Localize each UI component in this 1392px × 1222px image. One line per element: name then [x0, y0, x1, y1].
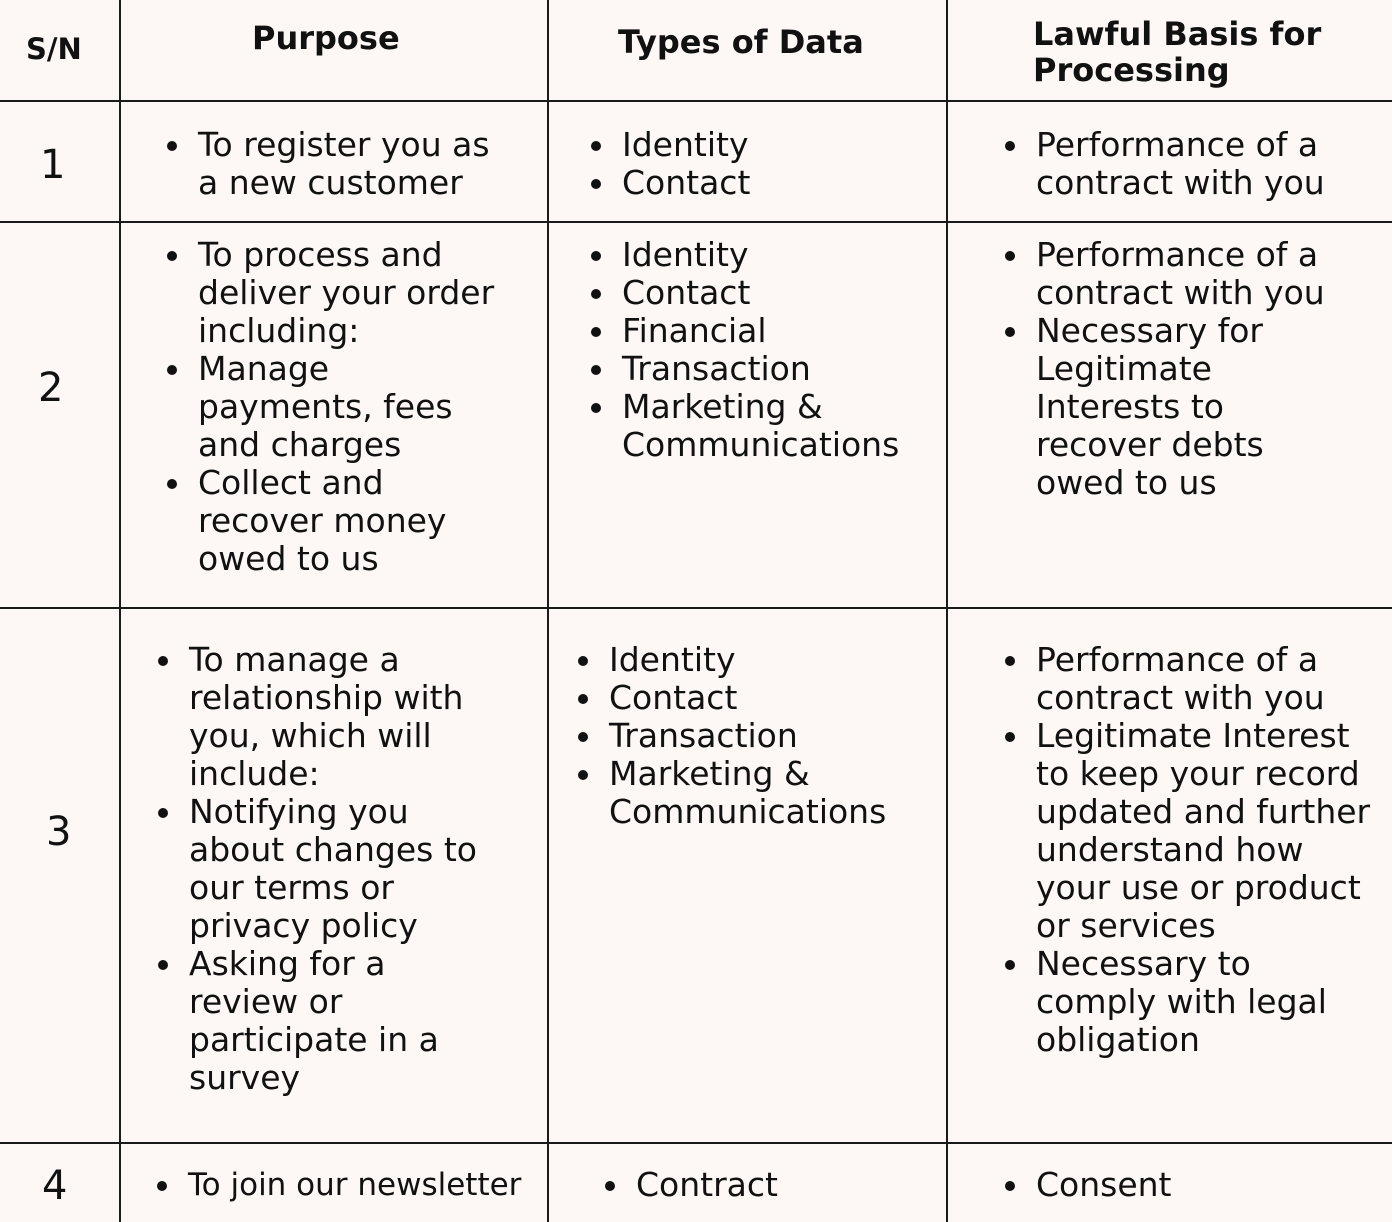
list-item: Identity	[609, 641, 886, 679]
row-4-sn-value: 4	[42, 1163, 68, 1209]
list-item: Contact	[622, 163, 751, 202]
text-line: your use or product	[1036, 868, 1361, 907]
header-sn	[26, 30, 82, 67]
text-line: Communications	[622, 425, 900, 464]
text-line: participate in a	[189, 1020, 439, 1059]
text-line: Necessary to	[1036, 944, 1251, 983]
text-line: our terms or	[189, 868, 394, 907]
text-line: include:	[189, 754, 320, 793]
header-purpose-label: Purpose	[252, 19, 400, 57]
list-item: Contact	[622, 274, 899, 312]
list-item: Financial	[622, 312, 899, 350]
row-divider-2	[0, 607, 1392, 609]
row-1-types	[584, 126, 750, 202]
list-item	[198, 126, 490, 202]
list-item	[609, 755, 886, 831]
list-item	[198, 236, 494, 350]
text-line: To process and	[198, 235, 443, 274]
text-line: a new customer	[198, 163, 463, 202]
list-item	[1036, 126, 1325, 202]
col-divider-3	[946, 0, 948, 1222]
text-line: obligation	[1036, 1020, 1200, 1059]
text-line: To manage a	[189, 640, 400, 679]
text-line: Performance of a	[1036, 235, 1319, 274]
row-4-purpose	[150, 1166, 521, 1204]
text-line: Marketing &	[622, 387, 823, 426]
header-types-of-data	[618, 24, 864, 60]
header-lawful-basis	[1033, 16, 1321, 88]
row-2-types	[584, 236, 899, 464]
row-4-purpose-list	[150, 1166, 521, 1204]
list-item	[189, 793, 477, 945]
row-3-basis	[998, 641, 1370, 1059]
row-4-basis-list	[998, 1166, 1172, 1204]
row-1-sn-value: 1	[40, 142, 66, 188]
text-line: owed to us	[198, 539, 379, 578]
list-item: Transaction	[622, 350, 899, 388]
text-line: survey	[189, 1058, 301, 1097]
list-item	[1036, 236, 1325, 312]
row-4-types-list	[598, 1166, 778, 1204]
text-line: Collect and	[198, 463, 384, 502]
row-2-basis-list	[998, 236, 1325, 502]
row-2-purpose-list	[160, 236, 494, 578]
header-purpose	[252, 20, 400, 56]
text-line: or services	[1036, 906, 1216, 945]
text-line: Manage	[198, 349, 330, 388]
row-4-basis	[998, 1166, 1172, 1204]
text-line: deliver your order	[198, 273, 495, 312]
list-item: Identity	[622, 125, 749, 164]
list-item	[198, 464, 494, 578]
text-line: Performance of a	[1036, 640, 1319, 679]
list-item	[189, 945, 477, 1097]
text-line: Notifying you	[189, 792, 409, 831]
header-sn-label: S/N	[26, 32, 82, 66]
list-item: To join our newsletter	[188, 1167, 522, 1203]
text-line: review or	[189, 982, 343, 1021]
text-line: contract with you	[1036, 273, 1325, 312]
row-2-types-list	[584, 236, 899, 464]
text-line: you, which will	[189, 716, 432, 755]
text-line: owed to us	[1036, 463, 1217, 502]
row-2-sn	[38, 365, 64, 411]
row-3-types	[571, 641, 886, 831]
row-3-purpose	[151, 641, 477, 1097]
row-1-sn	[40, 142, 66, 188]
row-2-basis	[998, 236, 1325, 502]
list-item: Contact	[609, 679, 886, 717]
text-line: payments, fees	[198, 387, 453, 426]
row-divider-3	[0, 1142, 1392, 1144]
text-line: contract with you	[1036, 163, 1325, 202]
text-line: comply with legal	[1036, 982, 1327, 1021]
row-3-types-list	[571, 641, 886, 831]
row-4-sn	[42, 1163, 68, 1209]
list-item: Transaction	[609, 717, 886, 755]
list-item: Consent	[1036, 1165, 1172, 1204]
row-2-sn-value: 2	[38, 365, 64, 411]
list-item	[198, 350, 494, 464]
text-line: Interests to	[1036, 387, 1224, 426]
list-item	[1036, 312, 1325, 502]
text-line: Asking for a	[189, 944, 386, 983]
text-line: about changes to	[189, 830, 477, 869]
list-item	[189, 641, 477, 793]
col-divider-1	[119, 0, 121, 1222]
row-1-basis-list	[998, 126, 1325, 202]
text-line: Marketing &	[609, 754, 810, 793]
row-1-basis	[998, 126, 1325, 202]
text-line: Legitimate	[1036, 349, 1212, 388]
text-line: to keep your record	[1036, 754, 1360, 793]
text-line: Communications	[609, 792, 887, 831]
text-line: and charges	[198, 425, 402, 464]
row-divider-1	[0, 221, 1392, 223]
list-item	[1036, 945, 1370, 1059]
row-1-purpose-list	[160, 126, 490, 202]
text-line: privacy policy	[189, 906, 418, 945]
col-divider-2	[547, 0, 549, 1222]
header-types-label: Types of Data	[618, 23, 864, 61]
row-3-purpose-list	[151, 641, 477, 1097]
row-4-types	[598, 1166, 778, 1204]
row-2-purpose	[160, 236, 494, 578]
row-divider-header	[0, 100, 1392, 102]
list-item: Identity	[622, 236, 899, 274]
text-line: Performance of a	[1036, 125, 1319, 164]
row-3-sn	[46, 809, 72, 855]
header-basis-line1: Lawful Basis for	[1033, 15, 1322, 53]
row-1-types-list	[584, 126, 750, 202]
header-basis-line2: Processing	[1033, 51, 1230, 89]
text-line: including:	[198, 311, 360, 350]
text-line: Necessary for	[1036, 311, 1264, 350]
list-item	[1036, 717, 1370, 945]
row-3-basis-list	[998, 641, 1370, 1059]
text-line: Legitimate Interest	[1036, 716, 1350, 755]
list-item: Contract	[636, 1165, 778, 1204]
text-line: recover debts	[1036, 425, 1264, 464]
text-line: To register you as	[198, 125, 490, 164]
text-line: recover money	[198, 501, 447, 540]
row-1-purpose	[160, 126, 490, 202]
row-3-sn-value: 3	[46, 809, 72, 855]
text-line: contract with you	[1036, 678, 1325, 717]
text-line: updated and further	[1036, 792, 1371, 831]
text-line: relationship with	[189, 678, 464, 717]
list-item	[1036, 641, 1370, 717]
text-line: understand how	[1036, 830, 1304, 869]
list-item	[622, 388, 899, 464]
